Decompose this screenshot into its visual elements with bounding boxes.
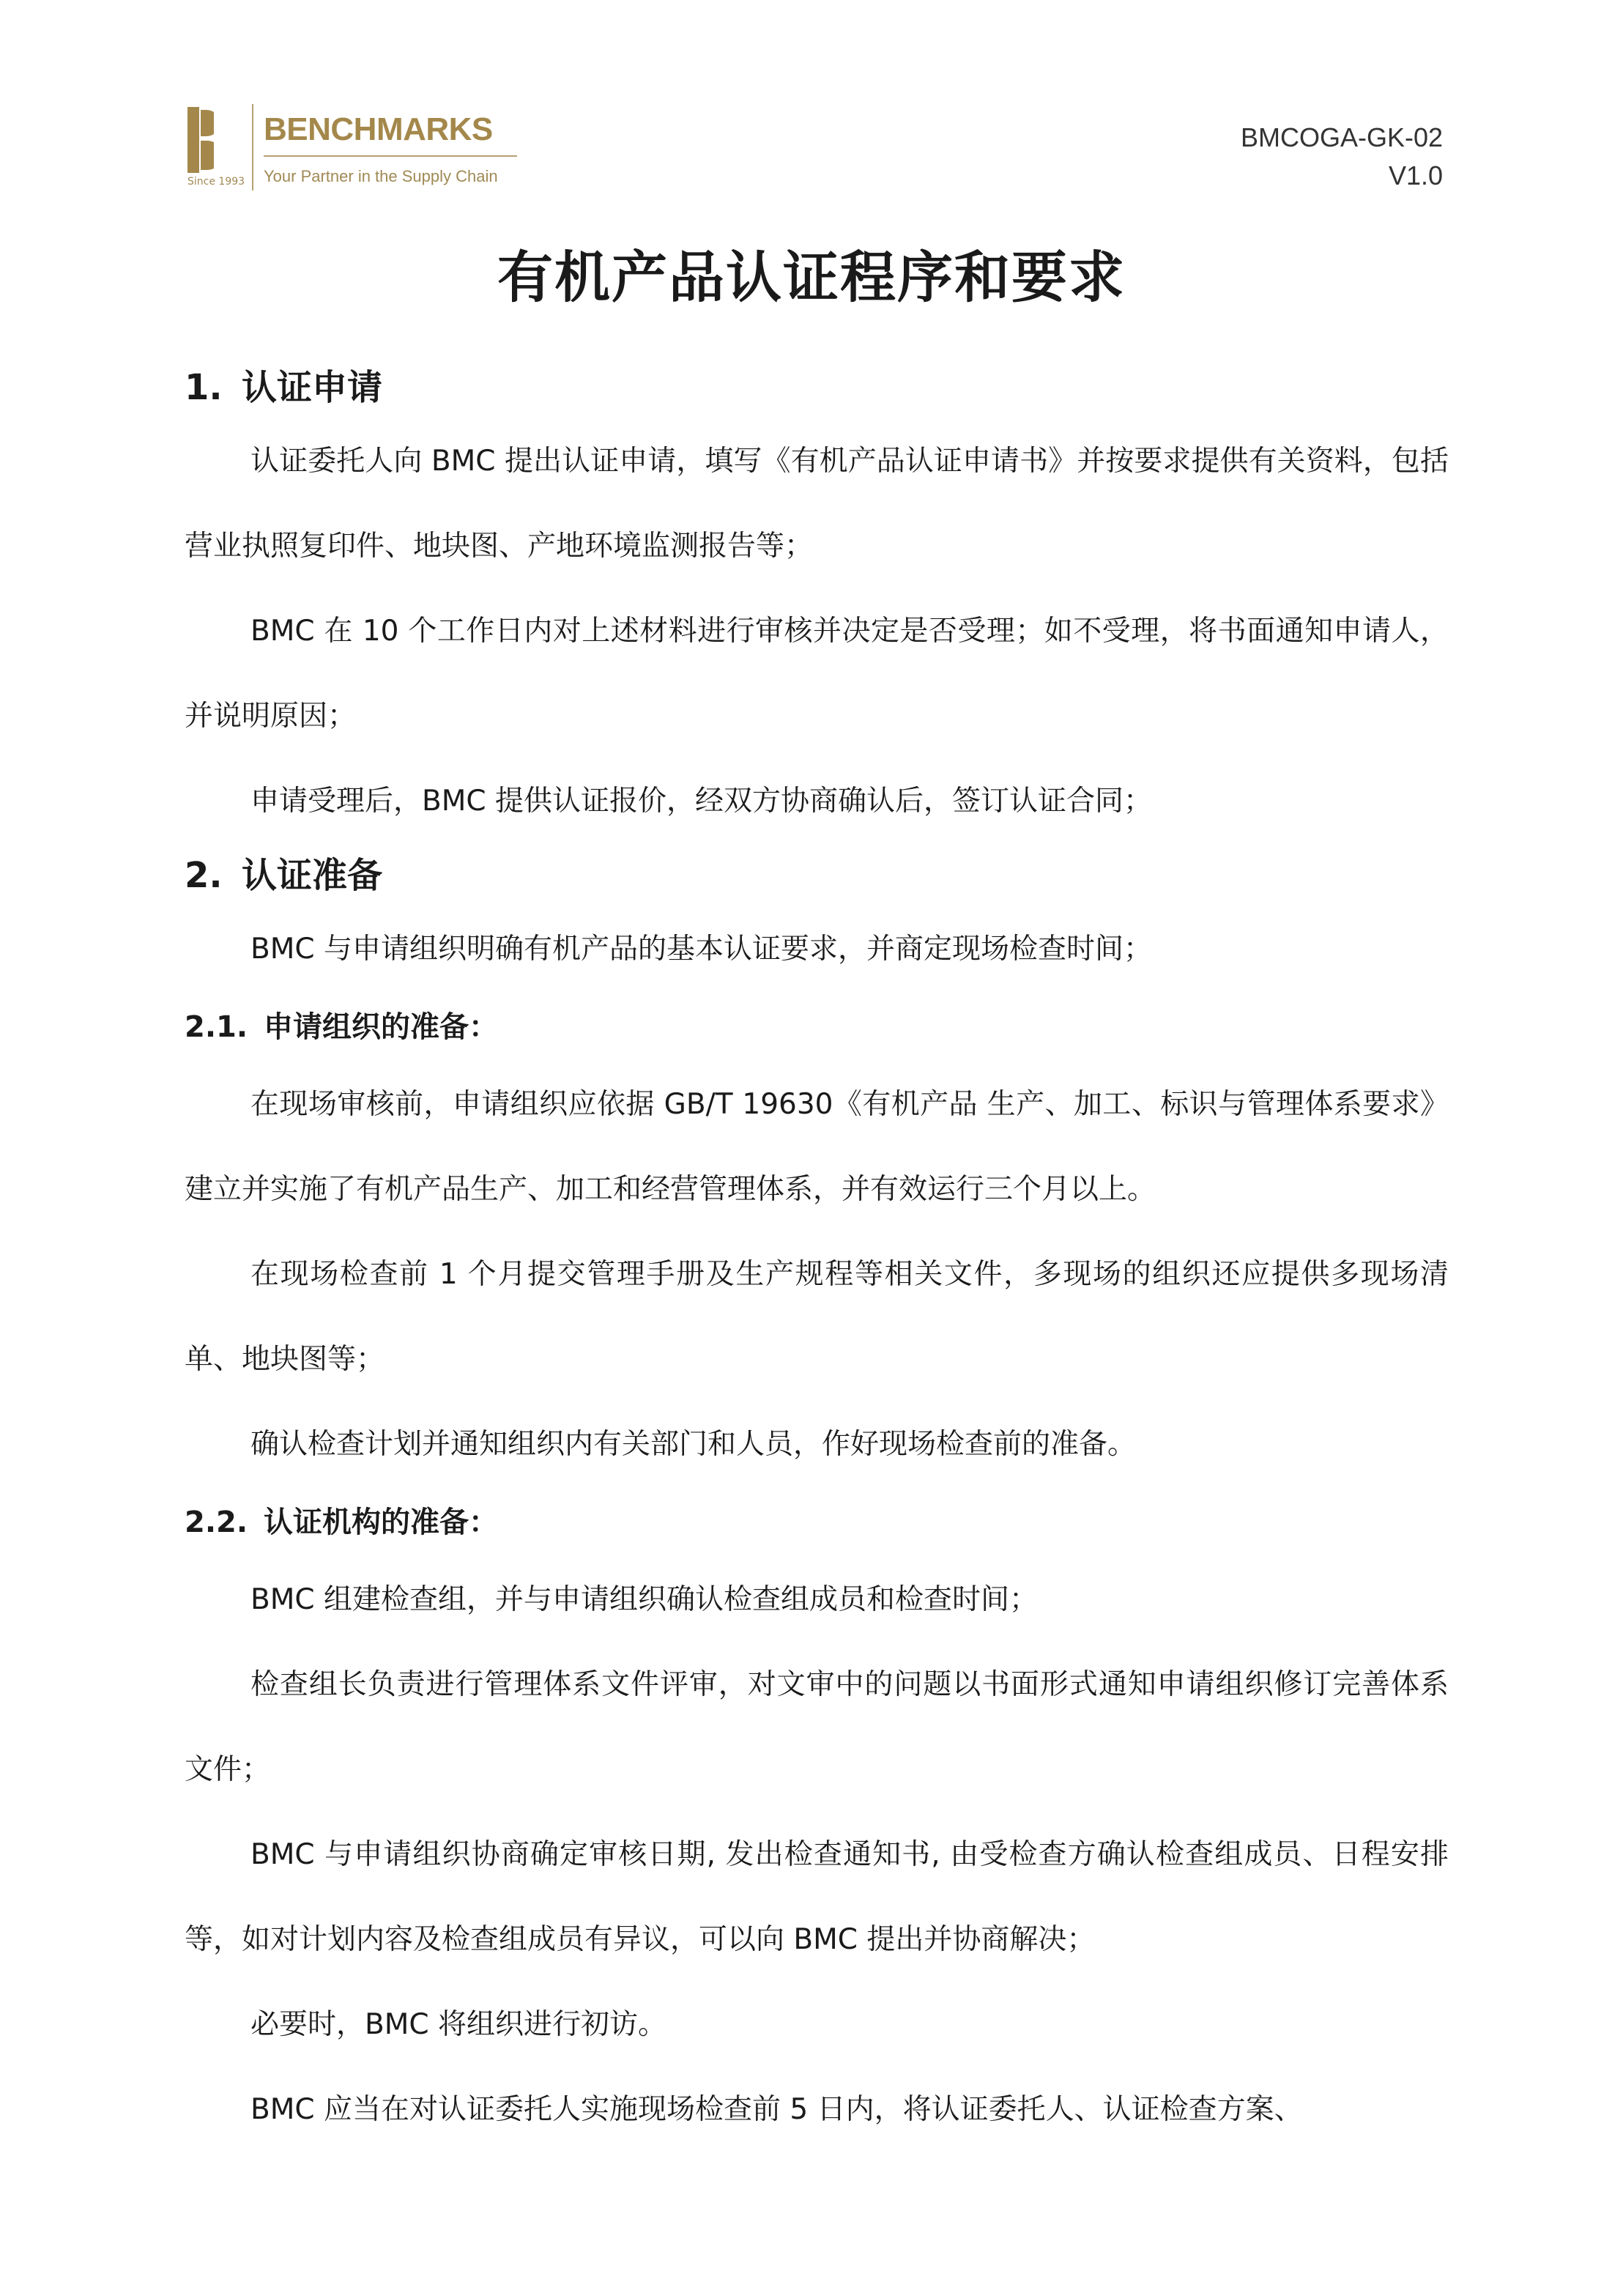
document-version: V1.0 — [1388, 160, 1443, 190]
section-2-1-heading — [185, 992, 1449, 1062]
section-1-paragraph-1: 认证委托人向 BMC 提出认证申请，填写《有机产品认证申请书》并按要求提供有关资料，包括营业执照复印件、地块图、产地环境监测报告等； — [185, 445, 1449, 563]
section-2-2-paragraph-3: BMC 与申请组织协商确定审核日期, 发出检查通知书, 由受检查方确认检查组成员、日程安排等，如对计划内容及检查组成员有异议，可以向 BMC 提出并协商解决； — [185, 1838, 1449, 1956]
page-title: 有机产品认证程序和要求 — [497, 245, 1126, 310]
section-1-paragraph-2: BMC 在 10 个工作日内对上述材料进行审核并决定是否受理；如不受理，将书面通知申请人，并说明原因； — [185, 615, 1449, 733]
page-header — [187, 104, 1443, 192]
section-2-number: 2. — [185, 855, 223, 896]
document-body — [185, 356, 1449, 2152]
section-2-title: 认证准备 — [242, 855, 383, 896]
section-2-1-paragraph-1: 在现场审核前，申请组织应依据 GB/T 19630《有机产品 生产、加工、标识与管理体系要求》建立并实施了有机产品生产、加工和经营管理体系，并有效运行三个月以上。 — [185, 1088, 1449, 1206]
logo-brand-name: BENCHMARKS — [264, 111, 493, 147]
logo-tagline: Your Partner in the Supply Chain — [264, 167, 498, 185]
benchmarks-logo — [187, 104, 524, 192]
logo-divider — [252, 104, 253, 190]
section-2-2-number: 2.2. — [185, 1506, 248, 1539]
section-2-1-title: 申请组织的准备： — [264, 1010, 498, 1044]
section-2-paragraph-1: BMC 与申请组织明确有机产品的基本认证要求，并商定现场检查时间； — [250, 933, 1153, 966]
section-2-heading — [185, 844, 1449, 907]
section-1-paragraph-3: 申请受理后，BMC 提供认证报价，经双方协商确认后，签订认证合同； — [250, 785, 1153, 818]
logo-rule — [264, 155, 517, 157]
logo-since-text: Since 1993 — [187, 176, 245, 188]
document-code-block — [1241, 119, 1443, 195]
section-1-title: 认证申请 — [242, 367, 383, 408]
section-2-2-heading — [185, 1487, 1449, 1558]
section-2-2-paragraph-5: BMC 应当在对认证委托人实施现场检查前 5 日内，将认证委托人、认证检查方案、 — [250, 2093, 1303, 2126]
section-2-2-paragraph-4: 必要时，BMC 将组织进行初访。 — [250, 2008, 667, 2041]
section-1-number: 1. — [185, 367, 223, 408]
section-2-1-number: 2.1. — [185, 1010, 248, 1044]
document-code: BMCOGA-GK-02 — [1240, 122, 1443, 152]
section-1-heading — [185, 356, 1449, 419]
section-2-2-paragraph-2: 检查组长负责进行管理体系文件评审，对文审中的问题以书面形式通知申请组织修订完善体系文件； — [185, 1668, 1449, 1786]
logo-mark-icon — [187, 107, 214, 173]
section-2-1-paragraph-3: 确认检查计划并通知组织内有关部门和人员，作好现场检查前的准备。 — [250, 1428, 1137, 1461]
section-2-1-paragraph-2: 在现场检查前 1 个月提交管理手册及生产规程等相关文件，多现场的组织还应提供多现场清单、地块图等； — [185, 1258, 1449, 1376]
section-2-2-title: 认证机构的准备： — [264, 1506, 498, 1539]
section-2-2-paragraph-1: BMC 组建检查组，并与申请组织确认检查组成员和检查时间； — [250, 1583, 1039, 1616]
